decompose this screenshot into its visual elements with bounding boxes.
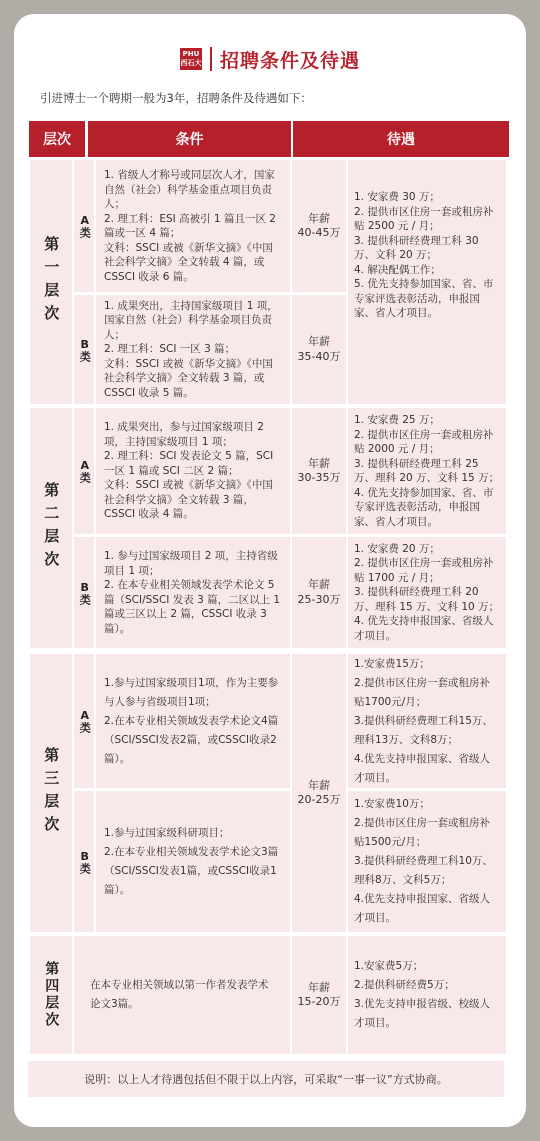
level-1-a-label: A类 bbox=[74, 160, 94, 292]
section-title bbox=[14, 42, 526, 76]
level-3-b-benefit: 1.安家费10万； 2.提供市区住房一套或租房补贴1500元/月； 3.提供科研经费理工科10万、理科8万、文科5万； 4.优先支持申报国家、省级人才项目。 bbox=[348, 791, 506, 932]
level-2-b-salary: 年薪 25-30万 bbox=[292, 537, 346, 648]
level-3-b-condition: 1.参与过国家级科研项目； 2.在本专业相关领域发表学术论文3篇（SCI/SSCI发表1篇，或CSSCI收录1篇）。 bbox=[96, 791, 290, 932]
intro-text: 引进博士一个聘期一般为3年，招聘条件及待遇如下： bbox=[40, 91, 312, 105]
title-divider bbox=[210, 47, 212, 71]
footnote: 说明：以上人才待遇包括但不限于以上内容，可采取“一事一议”方式协商。 bbox=[28, 1061, 504, 1097]
level-2-a-salary: 年薪 30-35万 bbox=[292, 408, 346, 534]
page-title: 招聘条件及待遇 bbox=[219, 49, 360, 72]
level-2-b-condition: 1. 参与过国家级项目 2 项，主持省级项目 1 项； 2. 在本专业相关领域发表学术论文 5 篇（SCI/SSCI 发表 3 篇，二区以上 1 篇或三区以上 2 篇，CSSCI 收录 3 篇）。 bbox=[96, 537, 290, 648]
level-3-b-label: B类 bbox=[74, 791, 94, 932]
level-2-b-label: B类 bbox=[74, 537, 94, 648]
level-2-label: 第二层次 bbox=[30, 408, 72, 648]
level-3-salary: 年薪 20-25万 bbox=[292, 654, 346, 932]
university-logo-icon bbox=[180, 48, 202, 70]
header-condition: 条件 bbox=[88, 121, 291, 157]
level-3-a-label: A类 bbox=[74, 654, 94, 788]
level-4-salary: 年薪 15-20万 bbox=[292, 936, 346, 1054]
level-1-benefit: 1. 安家费 30 万； 2. 提供市区住房一套或租房补贴 2500 元 / 月； 3. 提供科研经费理工科 30 万、文科 20 万； 4. 解决配偶工作； 5. 优先支持参加国家、省、市专家评选表彰活动，申报国家、省人才项目。 bbox=[348, 160, 506, 404]
level-1-a-condition: 1. 省级人才称号或同层次人才，国家自然（社会）科学基金重点项目负责人； 2. 理工科：ESI 高被引 1 篇且一区 2 篇或一区 4 篇； 文科：SSCI 或被《新华文摘》《中国社会科学文摘》全文转载 4 篇，或 CSSCI 收录 6 篇。 bbox=[96, 160, 290, 292]
level-4-benefit: 1.安家费5万； 2.提供科研经费5万； 3.优先支持申报省级、校级人才项目。 bbox=[348, 936, 506, 1054]
level-1-b-condition: 1. 成果突出，主持国家级项目 1 项，国家自然（社会）科学基金项目负责人； 2. 理工科：SCI 一区 3 篇； 文科：SSCI 或被《新华文摘》《中国社会科学文摘》全文转载 3 篇，或 CSSCI 收录 5 篇。 bbox=[96, 295, 290, 404]
logo-bottom-text: 西石大 bbox=[180, 59, 202, 67]
level-2-a-benefit: 1. 安家费 25 万； 2. 提供市区住房一套或租房补贴 2000 元 / 月； 3. 提供科研经费理工科 25 万、理科 20 万、文科 15 万； 4. 优先支持参加国家、省、市专家评选表彰活动，申报国家、省人才项目。 bbox=[348, 408, 506, 534]
logo-top-text: PHU bbox=[182, 50, 200, 58]
recruitment-card bbox=[14, 14, 526, 1127]
level-1-a-salary: 年薪 40-45万 bbox=[292, 160, 346, 292]
level-4-label: 第四层次 bbox=[30, 936, 72, 1054]
level-2-a-label: A类 bbox=[74, 408, 94, 534]
header-level: 层次 bbox=[29, 121, 85, 157]
level-3-a-benefit: 1.安家费15万； 2.提供市区住房一套或租房补贴1700元/月； 3.提供科研经费理工科15万、理科13万、文科8万； 4.优先支持申报国家、省级人才项目。 bbox=[348, 654, 506, 788]
header-benefit: 待遇 bbox=[293, 121, 509, 157]
level-2-a-condition: 1. 成果突出，参与过国家级项目 2 项，主持国家级项目 1 项； 2. 理工科：SCI 发表论文 5 篇，SCI 一区 1 篇或 SCI 二区 2 篇； 文科：SSCI 或被《新华文摘》《中国社会科学文摘》全文转载 3 篇，CSSCI 收录 4 篇。 bbox=[96, 408, 290, 534]
level-1-label: 第一层次 bbox=[30, 160, 72, 404]
level-3-a-condition: 1.参与过国家级项目1项，作为主要参与人参与省级项目1项； 2.在本专业相关领域发表学术论文4篇（SCI/SSCI发表2篇，或CSSCI收录2篇）。 bbox=[96, 654, 290, 788]
level-1-b-salary: 年薪 35-40万 bbox=[292, 295, 346, 404]
level-2-b-benefit: 1. 安家费 20 万； 2. 提供市区住房一套或租房补贴 1700 元 / 月； 3. 提供科研经费理工科 20 万、理科 15 万、文科 10 万； 4. 优先支持申报国家、省级人才项目。 bbox=[348, 537, 506, 648]
level-4-condition: 在本专业相关领域以第一作者发表学术论文3篇。 bbox=[74, 936, 290, 1054]
level-1-b-label: B类 bbox=[74, 295, 94, 404]
level-3-label: 第三层次 bbox=[30, 654, 72, 932]
